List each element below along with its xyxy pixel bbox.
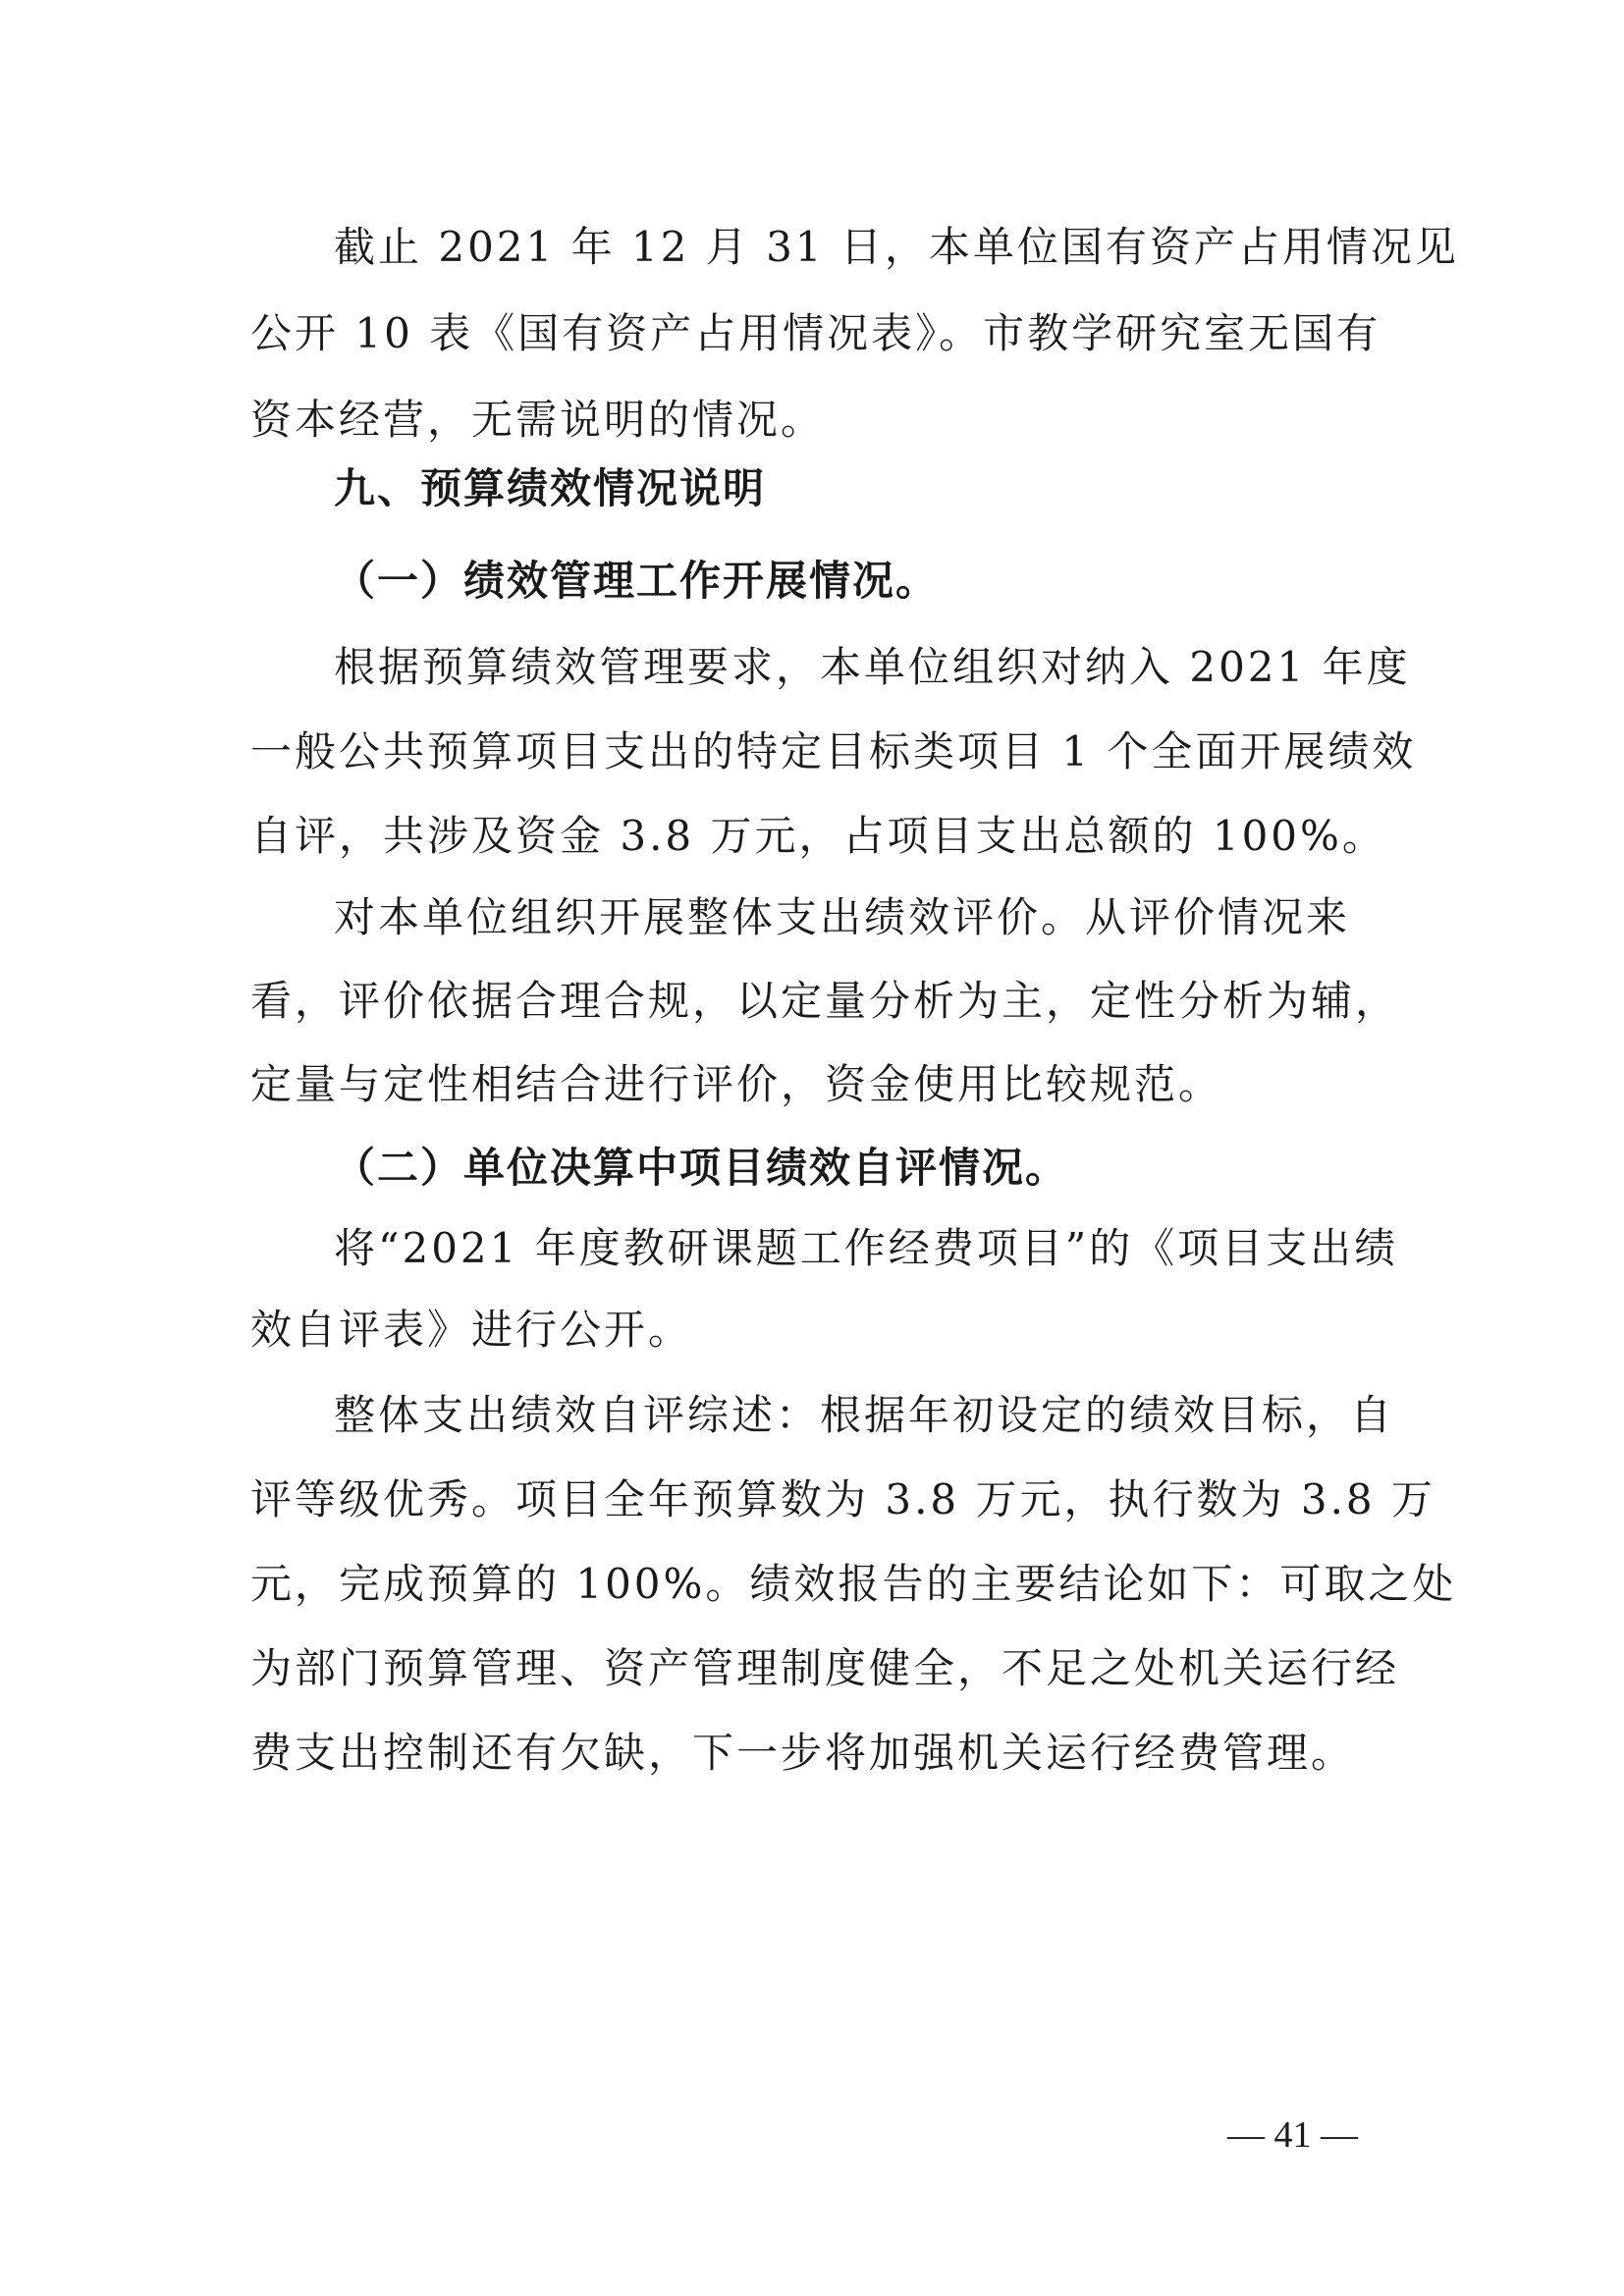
paragraph-line: 对本单位组织开展整体支出绩效评价。从评价情况来 bbox=[334, 893, 1351, 941]
page-number: — 41 — bbox=[1227, 2114, 1358, 2156]
paragraph-line: 效自评表》进行公开。 bbox=[250, 1306, 693, 1354]
section-heading: 九、预算绩效情况说明 bbox=[334, 464, 767, 512]
subsection-heading: （二）单位决算中项目绩效自评情况。 bbox=[334, 1144, 1069, 1192]
paragraph-line: 截止 2021 年 12 月 31 日，本单位国有资产占用情况见 bbox=[334, 223, 1459, 271]
subsection-heading: （一）绩效管理工作开展情况。 bbox=[334, 557, 940, 605]
paragraph-line: 公开 10 表《国有资产占用情况表》。市教学研究室无国有 bbox=[250, 309, 1381, 357]
paragraph-line: 自评，共涉及资金 3.8 万元，占项目支出总额的 100%。 bbox=[250, 812, 1386, 860]
paragraph-line: 元，完成预算的 100%。绩效报告的主要结论如下：可取之处 bbox=[250, 1560, 1457, 1608]
paragraph-line: 资本经营，无需说明的情况。 bbox=[250, 396, 826, 444]
paragraph-line: 看，评价依据合理合规，以定量分析为主，定性分析为辅， bbox=[250, 977, 1400, 1025]
paragraph-line: 评等级优秀。项目全年预算数为 3.8 万元，执行数为 3.8 万 bbox=[250, 1475, 1435, 1523]
paragraph-line: 一般公共预算项目支出的特定目标类项目 1 个全面开展绩效 bbox=[250, 727, 1417, 775]
paragraph-line: 整体支出绩效自评综述：根据年初设定的绩效目标，自 bbox=[334, 1391, 1395, 1439]
paragraph-line: 根据预算绩效管理要求，本单位组织对纳入 2021 年度 bbox=[334, 643, 1411, 691]
paragraph-line: 将“2021 年度教研课题工作经费项目”的《项目支出绩 bbox=[334, 1224, 1399, 1272]
paragraph-line: 为部门预算管理、资产管理制度健全，不足之处机关运行经 bbox=[250, 1644, 1400, 1692]
paragraph-line: 费支出控制还有欠缺，下一步将加强机关运行经费管理。 bbox=[250, 1729, 1356, 1777]
paragraph-line: 定量与定性相结合进行评价，资金使用比较规范。 bbox=[250, 1060, 1223, 1108]
